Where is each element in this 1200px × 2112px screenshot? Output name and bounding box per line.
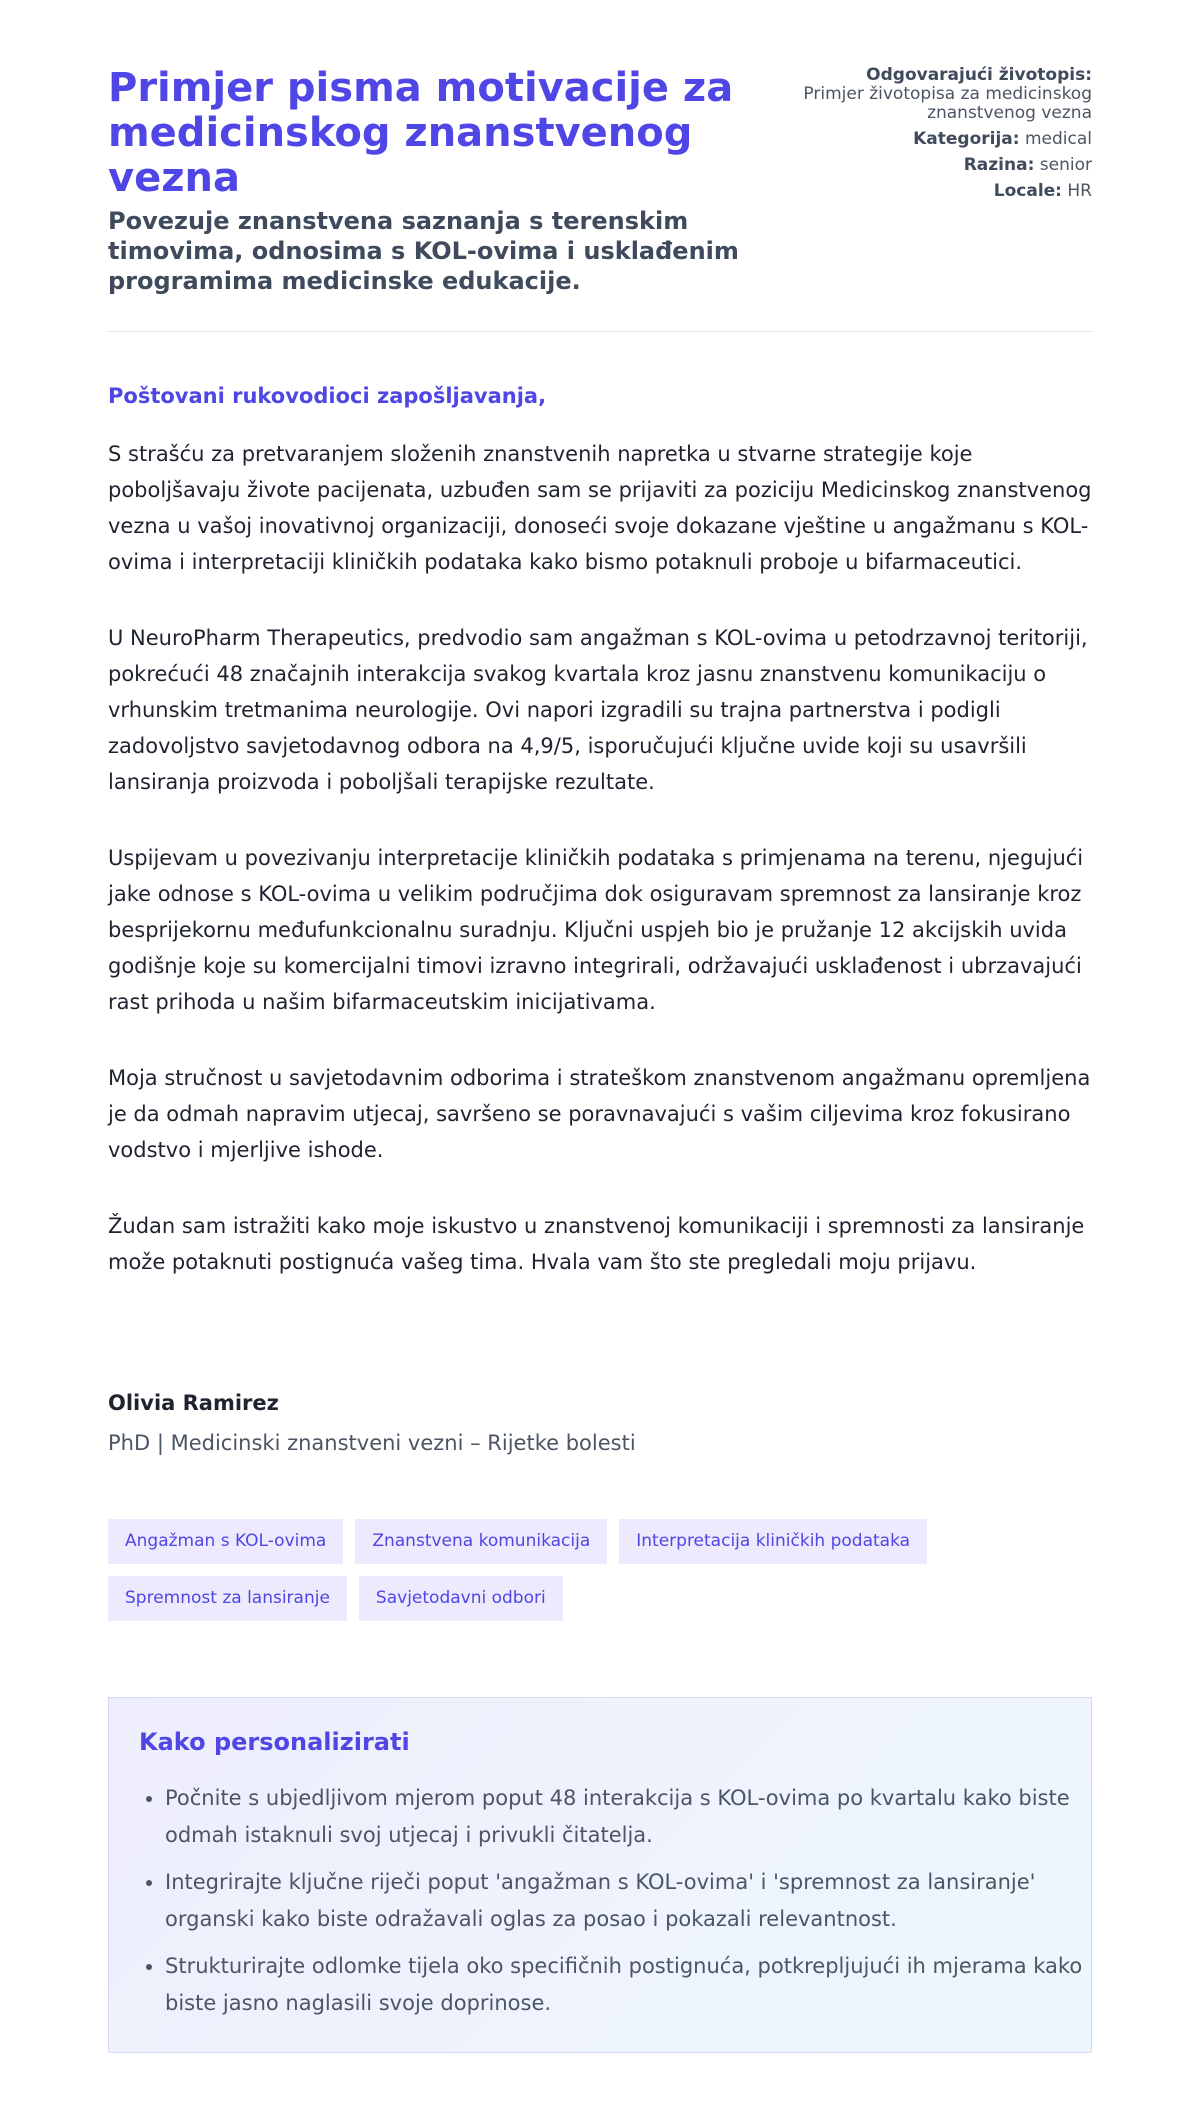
meta-category	[792, 129, 1092, 149]
skill-tag: Angažman s KOL-ovima	[108, 1519, 343, 1564]
meta-panel	[792, 66, 1092, 207]
meta-level-value: senior	[1039, 155, 1092, 175]
skill-tag: Spremnost za lansiranje	[108, 1576, 347, 1621]
tips-list-item: • Integrirajte ključne riječi poput 'angažman s KOL-ovima' i 'spremnost za lansiranje' organski kako biste odražavali oglas za posao i pokazali relevantnost.	[165, 1864, 1085, 1938]
tag-row	[108, 1519, 1098, 1564]
meta-locale-value: HR	[1067, 181, 1092, 201]
letter-paragraph: U NeuroPharm Therapeutics, predvodio sam angažman s KOL-ovima u petodrzavnoj teritoriji, pokrećući 48 značajnih interakcija svakog kvartala kroz jasnu znanstvenu komunikaciju o vrhunskim tretmanima neurologije. Ovi napori izgradili su trajna partnerstva i podigli zadovoljstvo savjetodavnog odbora na 4,9/5, isporučujući ključne uvide koji su usavršili lansiranja proizvoda i poboljšali terapijske rezultate.	[108, 626, 1088, 794]
meta-locale	[792, 181, 1092, 201]
letter-body	[108, 380, 1098, 1320]
skill-tag: Savjetodavni odbori	[359, 1576, 563, 1621]
skill-tag: Znanstvena komunikacija	[355, 1519, 607, 1564]
page-title: Primjer pisma motivacije za medicinskog znanstvenog vezna	[108, 65, 734, 201]
meta-level	[792, 155, 1092, 175]
meta-resume-link[interactable]: Primjer životopisa za medicinskog znanstvenog vezna	[803, 84, 1092, 123]
tips-heading: Kako personalizirati	[139, 1728, 410, 1756]
meta-category-label: Kategorija:	[913, 129, 1020, 149]
signature-name: Olivia Ramirez	[108, 1391, 279, 1415]
tips-list-item: • Strukturirajte odlomke tijela oko specifičnih postignuća, potkrepljujući ih mjerama kako biste jasno naglasili svoje doprinose.	[165, 1948, 1085, 2022]
page-subtitle: Povezuje znanstvena saznanja s terenskim timovima, odnosima s KOL-ovima i usklađenim programima medicinske edukacije.	[108, 207, 739, 295]
letter-greeting: Poštovani rukovodioci zapošljavanja,	[108, 384, 547, 408]
meta-resume	[792, 66, 1092, 123]
skill-tags	[108, 1519, 1098, 1633]
tips-list	[139, 1780, 1085, 2032]
signature-title: PhD | Medicinski znanstveni vezni – Rijetke bolesti	[108, 1431, 636, 1455]
meta-resume-label: Odgovarajući životopis:	[866, 65, 1092, 85]
meta-category-value: medical	[1024, 129, 1092, 149]
personalize-tips-box	[108, 1697, 1092, 2053]
letter-paragraph: Uspijevam u povezivanju interpretacije kliničkih podataka s primjenama na terenu, njegujući jake odnose s KOL-ovima u velikim područjima dok osiguravam spremnost za lansiranje kroz besprijekornu međufunkcionalnu suradnju. Ključni uspjeh bio je pružanje 12 akcijskih uvida godišnje koje su komercijalni timovi izravno integrirali, održavajući usklađenost i ubrzavajući rast prihoda u našim bifarmaceutskim inicijativama.	[108, 846, 1084, 1014]
letter-paragraph: S strašću za pretvaranjem složenih znanstvenih napretka u stvarne strategije koje poboljšavaju živote pacijenata, uzbuđen sam se prijaviti za poziciju Medicinskog znanstvenog vezna u vašoj inovativnoj organizaciji, donoseći svoje dokazane vještine u angažmanu s KOL-ovima i interpretaciji kliničkih podataka kako bismo potaknuli proboje u bifarmaceutici.	[108, 442, 1092, 574]
tips-list-item: • Počnite s ubjedljivom mjerom poput 48 interakcija s KOL-ovima po kvartalu kako biste odmah istaknuli svoj utjecaj i privukli čitatelja.	[165, 1780, 1085, 1854]
tag-row	[108, 1576, 1098, 1621]
meta-level-label: Razina:	[963, 155, 1035, 175]
meta-locale-label: Locale:	[993, 181, 1062, 201]
letter-paragraph: Moja stručnost u savjetodavnim odborima i strateškom znanstvenom angažmanu opremljena je da odmah napravim utjecaj, savršeno se poravnavajući s vašim ciljevima kroz fokusirano vodstvo i mjerljive ishode.	[108, 1066, 1091, 1162]
letter-paragraph: Žudan sam istražiti kako moje iskustvo u znanstvenoj komunikaciji i spremnosti za lansiranje može potaknuti postignuća vašeg tima. Hvala vam što ste pregledali moju prijavu.	[108, 1214, 1085, 1274]
header-divider	[108, 331, 1092, 332]
skill-tag: Interpretacija kliničkih podataka	[619, 1519, 927, 1564]
